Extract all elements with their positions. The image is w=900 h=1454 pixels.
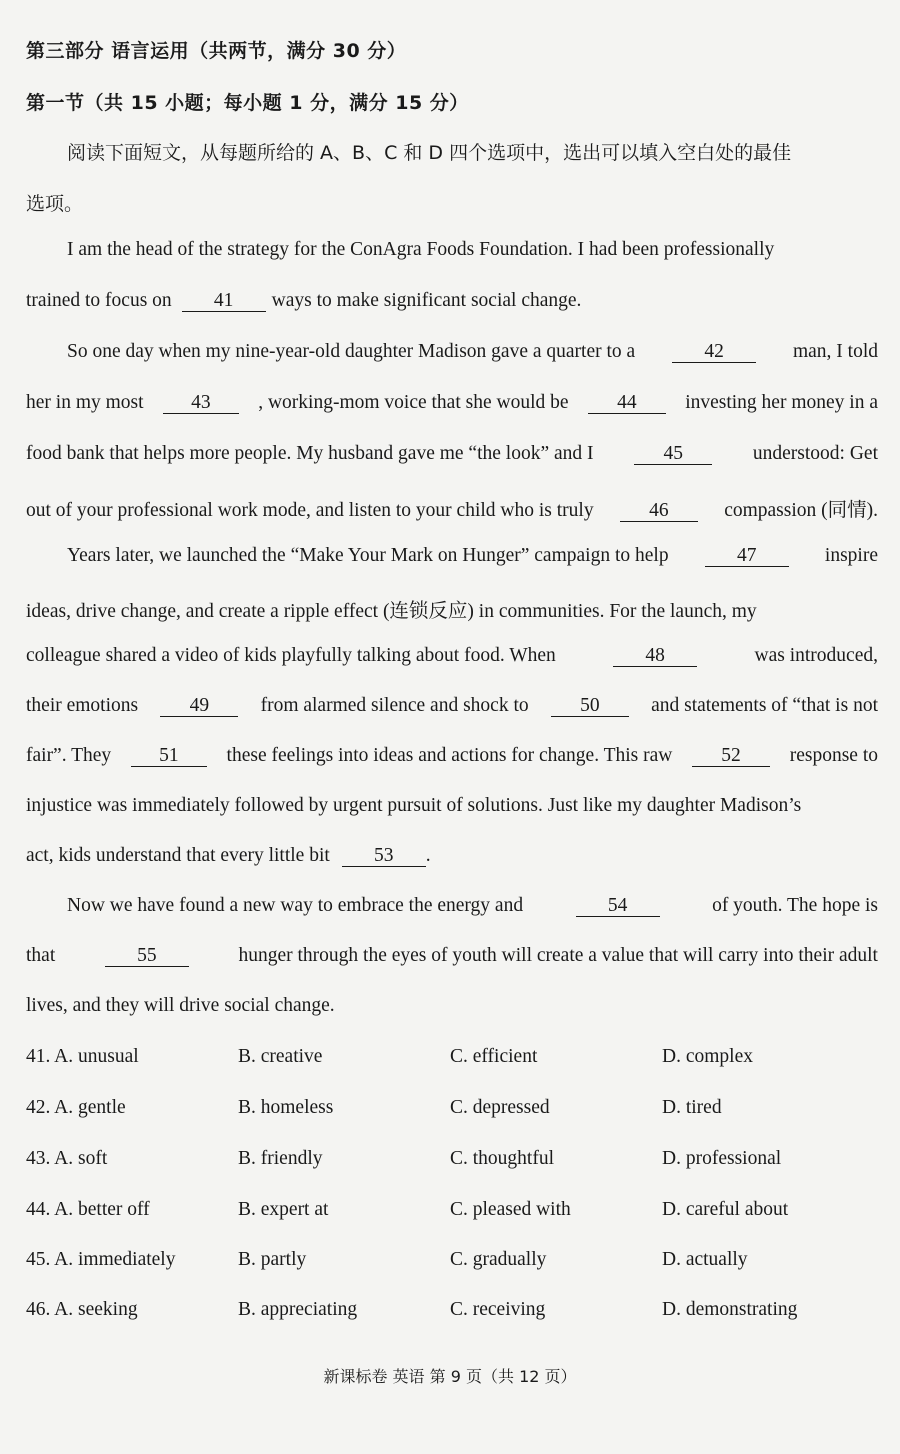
question-options-43 <box>26 1148 878 1174</box>
blank-54: 54 <box>576 896 660 917</box>
option-b: B. creative <box>238 1046 323 1067</box>
passage-text: their emotions <box>26 695 139 716</box>
question-options-45 <box>26 1249 878 1275</box>
blank-46: 46 <box>620 501 698 522</box>
passage-text: Years later, we launched the “Make Your Mark on Hunger” campaign to help <box>67 545 669 566</box>
question-options-46 <box>26 1299 878 1325</box>
option-c: C. pleased with <box>450 1199 571 1220</box>
option-a: 44. A. better off <box>26 1199 150 1220</box>
question-options-44 <box>26 1199 878 1225</box>
option-b: B. friendly <box>238 1148 323 1169</box>
passage-text: response to <box>789 745 878 766</box>
option-c: C. receiving <box>450 1299 546 1320</box>
passage-line <box>26 695 878 717</box>
question-options-42 <box>26 1097 878 1123</box>
blank-52: 52 <box>692 746 770 767</box>
option-d: D. actually <box>662 1249 748 1270</box>
blank-45: 45 <box>634 444 712 465</box>
option-b: B. partly <box>238 1249 307 1270</box>
passage-text: investing her money in a <box>685 392 878 413</box>
passage-text: act, kids understand that every little bit <box>26 845 330 866</box>
passage-text: colleague shared a video of kids playfully talking about food. When <box>26 645 556 666</box>
passage-text: hunger through the eyes of youth will create a value that will carry into their adult <box>238 945 878 966</box>
passage-text: ways to make significant social change. <box>271 290 582 311</box>
passage-line: I am the head of the strategy for the ConAgra Foods Foundation. I had been professionally <box>67 239 775 260</box>
option-a: 41. A. unusual <box>26 1046 139 1067</box>
option-c: C. efficient <box>450 1046 538 1067</box>
passage-text: of youth. The hope is <box>712 895 878 916</box>
option-c: C. depressed <box>450 1097 550 1118</box>
option-c: C. gradually <box>450 1249 547 1270</box>
option-b: B. homeless <box>238 1097 334 1118</box>
passage-text: man, I told <box>792 341 878 362</box>
passage-line <box>26 494 878 522</box>
option-a: 45. A. immediately <box>26 1249 176 1270</box>
passage-text: . <box>425 845 431 866</box>
option-a: 42. A. gentle <box>26 1097 126 1118</box>
option-b: B. expert at <box>238 1199 329 1220</box>
passage-text: was introduced, <box>754 645 878 666</box>
passage-line <box>26 945 878 967</box>
section-title: 第一节（共 15 小题；每小题 1 分，满分 15 分） <box>26 92 469 114</box>
option-b: B. appreciating <box>238 1299 358 1320</box>
option-d: D. professional <box>662 1148 782 1169</box>
blank-47: 47 <box>705 546 789 567</box>
passage-text: and statements of “that is not <box>651 695 878 716</box>
blank-53: 53 <box>342 846 426 867</box>
passage-text: understood: Get <box>752 443 878 464</box>
passage-text: trained to focus on <box>26 290 172 311</box>
option-c: C. thoughtful <box>450 1148 555 1169</box>
instructions-line-2: 选项。 <box>26 193 84 215</box>
passage-line: injustice was immediately followed by urgent pursuit of solutions. Just like my daughter Madison’s <box>26 795 802 816</box>
passage-text: food bank that helps more people. My husband gave me “the look” and I <box>26 443 594 464</box>
passage-text: fair”. They <box>26 745 112 766</box>
option-d: D. tired <box>662 1097 722 1118</box>
option-d: D. careful about <box>662 1199 789 1220</box>
blank-49: 49 <box>160 696 238 717</box>
passage-text: Now we have found a new way to embrace the energy and <box>67 895 524 916</box>
option-d: D. demonstrating <box>662 1299 798 1320</box>
option-a: 43. A. soft <box>26 1148 108 1169</box>
blank-51: 51 <box>131 746 207 767</box>
passage-line <box>26 845 878 867</box>
passage-text: from alarmed silence and shock to <box>260 695 529 716</box>
passage-line <box>26 645 878 667</box>
part-title: 第三部分 语言运用（共两节，满分 30 分） <box>26 40 407 62</box>
blank-42: 42 <box>672 342 756 363</box>
option-a: 46. A. seeking <box>26 1299 138 1320</box>
passage-line: ideas, drive change, and create a ripple effect (连锁反应) in communities. For the launch, my <box>26 601 757 622</box>
passage-text: So one day when my nine-year-old daughter Madison gave a quarter to a <box>67 341 636 362</box>
blank-55: 55 <box>105 946 189 967</box>
question-options-41 <box>26 1046 878 1072</box>
passage-text: out of your professional work mode, and listen to your child who is truly <box>26 500 594 521</box>
passage-text: that <box>26 945 56 966</box>
instructions-line-1: 阅读下面短文，从每题所给的 A、B、C 和 D 四个选项中，选出可以填入空白处的最佳 <box>67 142 792 164</box>
passage-text: her in my most <box>26 392 144 413</box>
passage-text: these feelings into ideas and actions for change. This raw <box>226 745 673 766</box>
passage-text: , working-mom voice that she would be <box>258 392 569 413</box>
passage-text: inspire <box>824 545 878 566</box>
page-footer: 新课标卷 英语 第 9 页（共 12 页） <box>323 1367 577 1386</box>
passage-line <box>26 443 878 465</box>
blank-44: 44 <box>588 393 666 414</box>
passage-line <box>26 290 878 312</box>
blank-50: 50 <box>551 696 629 717</box>
passage-line: lives, and they will drive social change. <box>26 995 335 1016</box>
passage-line <box>67 895 878 917</box>
passage-text: compassion (同情). <box>724 500 878 521</box>
blank-43: 43 <box>163 393 239 414</box>
passage-line <box>67 545 878 567</box>
blank-41: 41 <box>182 291 266 312</box>
passage-line <box>67 341 878 363</box>
passage-line <box>26 745 878 767</box>
blank-48: 48 <box>613 646 697 667</box>
option-d: D. complex <box>662 1046 753 1067</box>
passage-line <box>26 392 878 414</box>
